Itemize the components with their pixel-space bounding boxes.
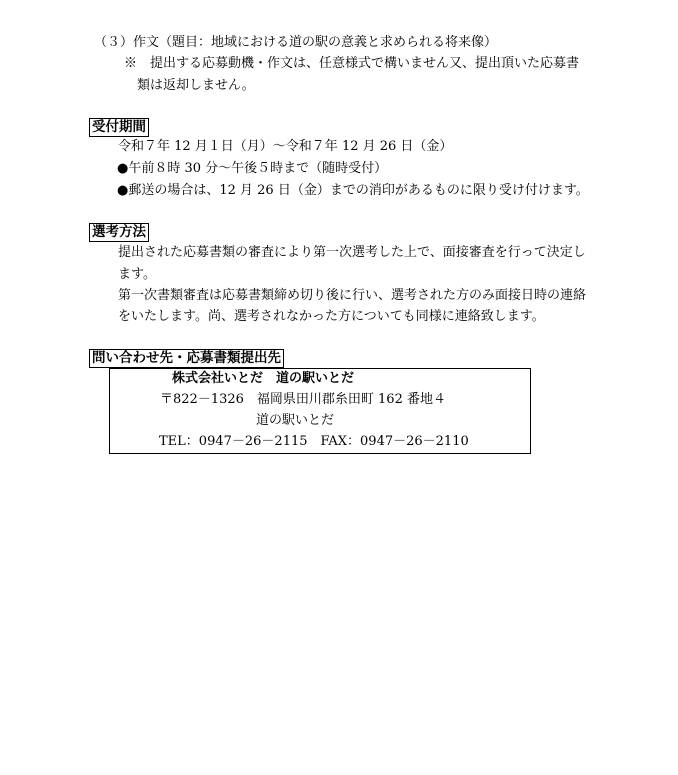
contact-phone-fax: TEL：0947－26－2115 FAX：0947－26－2110 xyxy=(159,434,469,449)
contact-address: 〒822－1326 福岡県田川郡糸田町 162 番地４ xyxy=(160,392,446,407)
selection-line4: をいたします。尚、選考されなかった方についても同様に連絡致します。 xyxy=(118,309,545,324)
contact-heading: 問い合わせ先・応募書類提出先 xyxy=(89,349,284,368)
selection-line3: 第一次書類審査は応募書類締め切り後に行い、選考された方のみ面接日時の連絡 xyxy=(118,288,587,303)
reception-mail-note: ●郵送の場合は、12 月 26 日（金）までの消印があるものに限り受け付けます。 xyxy=(117,183,589,198)
section3-note-line1: ※ 提出する応募動機・作文は、任意様式で構いません又、提出頂いた応募書 xyxy=(124,56,580,71)
reception-heading: 受付期間 xyxy=(89,118,149,137)
reception-hours: ●午前８時 30 分～午後５時まで（随時受付） xyxy=(117,161,388,176)
reception-dates: 令和７年 12 月１日（月）～令和７年 12 月 26 日（金） xyxy=(118,139,453,154)
selection-heading: 選考方法 xyxy=(89,223,149,242)
contact-facility: 道の駅いとだ xyxy=(256,413,335,428)
section3-title: （３）作文（題目：地域における道の駅の意義と求められる将来像） xyxy=(94,35,498,50)
contact-box xyxy=(109,368,531,454)
selection-line1: 提出された応募書類の審査により第一次選考した上で、面接審査を行って決定し xyxy=(118,245,586,260)
contact-company: 株式会社いとだ 道の駅いとだ xyxy=(172,371,355,386)
selection-line2: ます。 xyxy=(118,267,156,282)
section3-note-line2: 類は返却しません。 xyxy=(137,78,255,93)
